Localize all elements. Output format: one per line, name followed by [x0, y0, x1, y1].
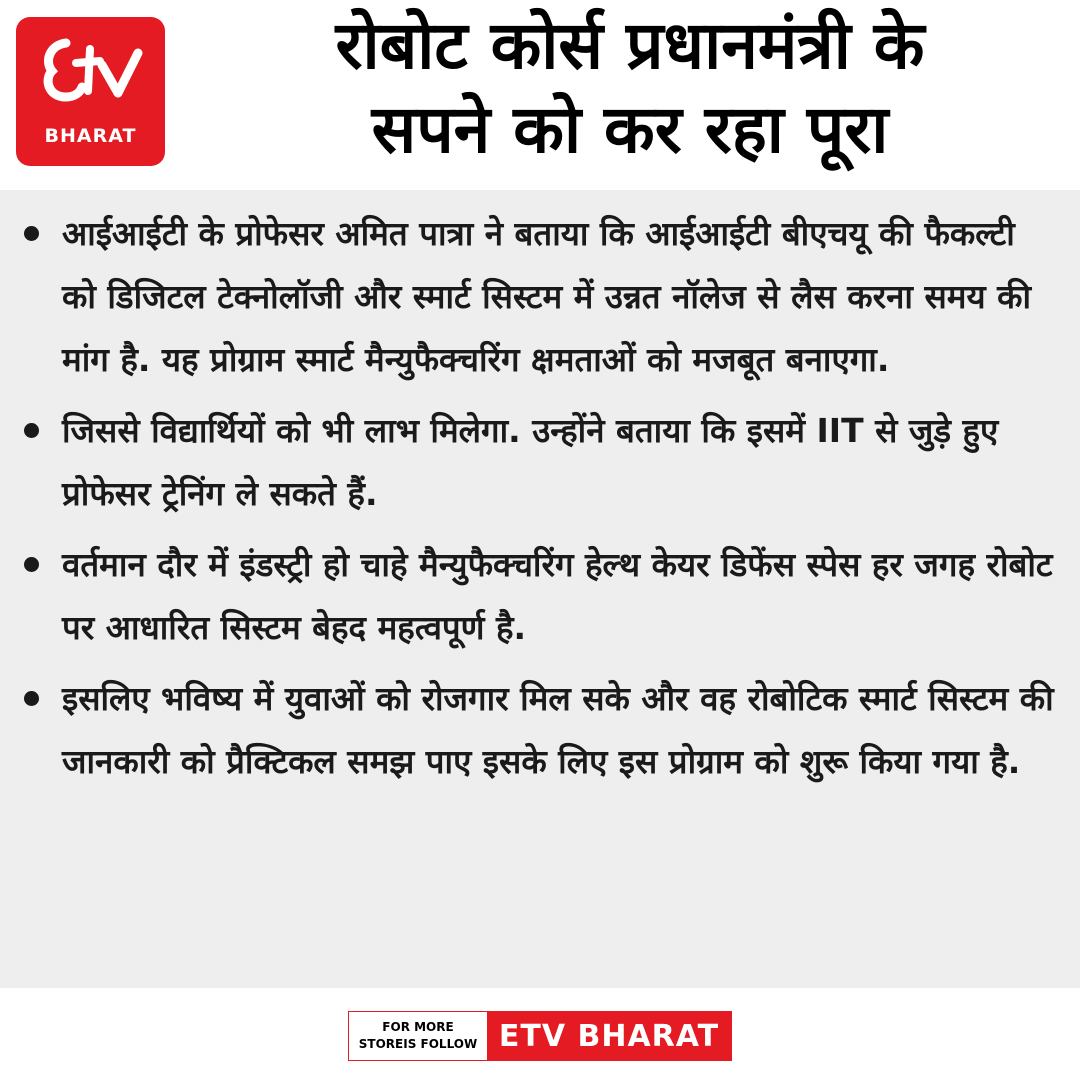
content-panel [0, 190, 1080, 988]
etv-bharat-logo [16, 17, 165, 166]
etv-logo-icon [36, 35, 146, 115]
follow-caption-line-2: STOREIS FOLLOW [358, 1037, 478, 1051]
bullet-item [22, 399, 1058, 525]
logo-brand-text: BHARAT [44, 125, 137, 147]
bullet-dot-icon [24, 557, 39, 572]
bullet-dot-icon [24, 226, 39, 241]
headline-line-1: रोबोट कोर्स प्रधानमंत्री के [335, 7, 925, 84]
headline [190, 4, 1070, 172]
bullet-item [22, 202, 1058, 391]
headline-line-2: सपने को कर रहा पूरा [371, 91, 889, 168]
header [0, 0, 1080, 190]
follow-banner[interactable] [348, 1011, 732, 1061]
bullet-text: इसलिए भविष्य में युवाओं को रोजगार मिल सके और वह रोबोटिक स्मार्ट सिस्टम की जानकारी को प्रैक्टिकल समझ पाए इसके लिए इस प्रोग्राम को शुरू किया गया है. [62, 679, 1054, 781]
follow-caption [349, 1012, 487, 1060]
bullet-text: वर्तमान दौर में इंडस्ट्री हो चाहे मैन्युफैक्चरिंग हेल्थ केयर डिफेंस स्पेस हर जगह रोबोट पर आधारित सिस्टम बेहद महत्वपूर्ण है. [62, 545, 1053, 647]
bullet-dot-icon [24, 423, 39, 438]
follow-brand[interactable]: ETV BHARAT [487, 1012, 731, 1060]
bullet-list [22, 202, 1058, 793]
bullet-text: जिससे विद्यार्थियों को भी लाभ मिलेगा. उन्होंने बताया कि इसमें IIT से जुड़े हुए प्रोफेसर ट्रेनिंग ले सकते हैं. [62, 411, 999, 513]
follow-caption-line-1: FOR MORE [382, 1020, 454, 1034]
bullet-text: आईआईटी के प्रोफेसर अमित पात्रा ने बताया कि आईआईटी बीएचयू की फैकल्टी को डिजिटल टेक्नोलॉजी और स्मार्ट सिस्टम में उन्नत नॉलेज से लैस करना समय की मांग है. यह प्रोग्राम स्मार्ट मैन्युफैक्चरिंग क्षमताओं को मजबूत बनाएगा. [62, 214, 1032, 379]
bullet-item [22, 667, 1058, 793]
bullet-item [22, 533, 1058, 659]
bullet-dot-icon [24, 691, 39, 706]
